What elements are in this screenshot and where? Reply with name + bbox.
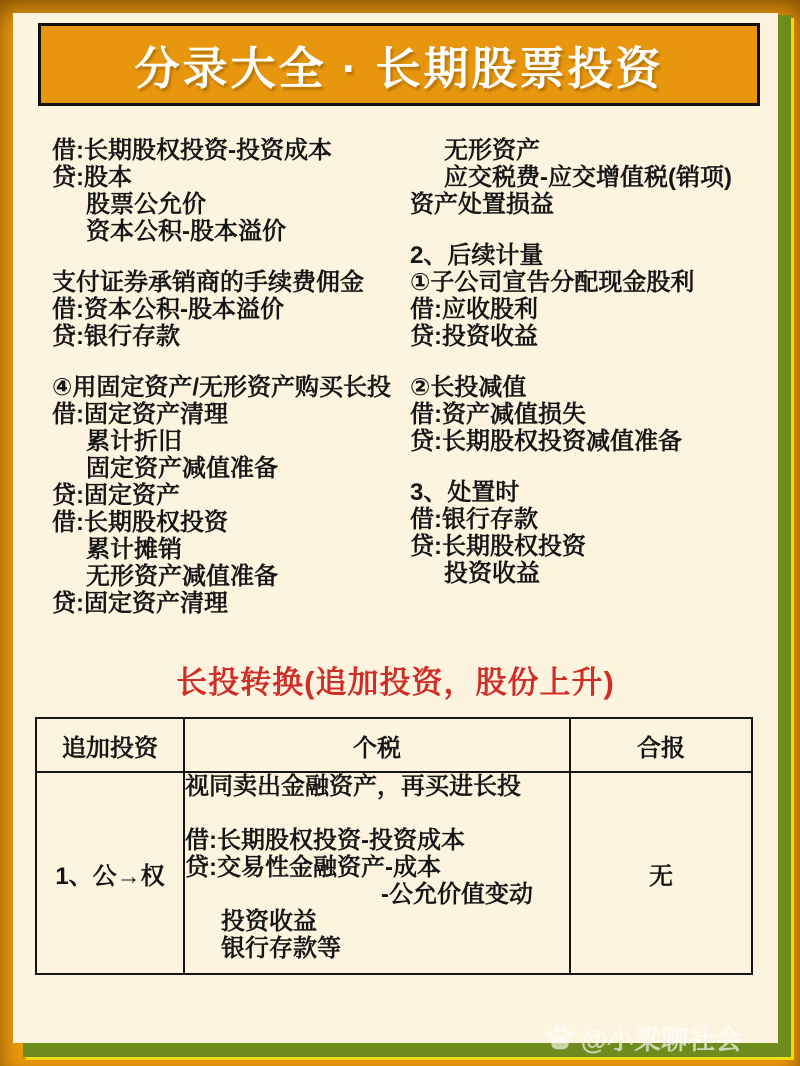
cell-entries: [184, 772, 570, 974]
conversion-table: [35, 717, 753, 975]
text-line: 股票公允价: [86, 191, 206, 218]
text-line: 2、后续计量: [410, 242, 544, 269]
text-line: 借:资本公积-股本溢价: [52, 296, 284, 323]
text-line: 贷:固定资产: [52, 482, 180, 509]
text-line: 应交税费-应交增值税(销项): [444, 164, 732, 191]
text-line: 贷:股本: [52, 164, 132, 191]
text-line: 贷:长期股权投资: [410, 533, 586, 560]
text-line: -公允价值变动: [381, 881, 533, 908]
table-header-row: [36, 718, 752, 772]
baidu-paw-icon: [544, 1022, 576, 1054]
cell-scenario: 1、公→权: [36, 772, 184, 974]
title-banner: [38, 23, 760, 106]
text-line: 借:长期股权投资-投资成本: [52, 137, 332, 164]
text-line: 资产处置损益: [410, 191, 554, 218]
text-line: 3、处置时: [410, 479, 520, 506]
text-line: 借:长期股权投资: [52, 509, 228, 536]
text-line: 资本公积-股本溢价: [86, 218, 286, 245]
header-cell-scenario: 追加投资: [36, 718, 184, 772]
header-cell-tax: 个税: [184, 718, 570, 772]
watermark: [544, 1018, 742, 1057]
text-line: 贷:固定资产清理: [52, 590, 228, 617]
text-line: 借:长期股权投资-投资成本: [185, 827, 465, 854]
text-line: 无形资产减值准备: [86, 563, 278, 590]
text-line: 支付证券承销商的手续费佣金: [52, 269, 364, 296]
text-line: 视同卖出金融资产，再买进长投: [185, 773, 521, 800]
text-line: ④用固定资产/无形资产购买长投: [52, 374, 391, 401]
text-line: ②长投减值: [410, 374, 527, 401]
text-line: 借:银行存款: [410, 506, 538, 533]
text-line: 借:资产减值损失: [410, 401, 586, 428]
journal-right-column: [410, 137, 770, 587]
text-line: 贷:长期股权投资减值准备: [410, 428, 682, 455]
text-line: 投资收益: [221, 908, 317, 935]
text-line: 固定资产减值准备: [86, 455, 278, 482]
journal-left-column: [52, 137, 412, 617]
text-line: 贷:银行存款: [52, 323, 180, 350]
paper: [13, 13, 778, 1043]
header-cell-consolidated: 合报: [570, 718, 752, 772]
watermark-handle: @小梁聊社会: [580, 1025, 742, 1055]
text-line: 累计摊销: [86, 536, 182, 563]
text-line: 贷:投资收益: [410, 323, 538, 350]
cell-consolidated: 无: [570, 772, 752, 974]
text-line: 借:固定资产清理: [52, 401, 228, 428]
text-line: 投资收益: [444, 560, 540, 587]
text-line: 累计折旧: [86, 428, 182, 455]
section-heading: 长投转换(追加投资，股份上升): [176, 665, 615, 700]
text-line: 借:应收股利: [410, 296, 538, 323]
svg-text:du: du: [554, 1038, 565, 1048]
text-line: ①子公司宣告分配现金股利: [410, 269, 695, 296]
text-line: 银行存款等: [221, 935, 341, 962]
text-line: 贷:交易性金融资产-成本: [185, 854, 441, 881]
page-title: 分录大全 · 长期股票投资: [134, 43, 664, 94]
table-row: [36, 772, 752, 974]
text-line: 无形资产: [444, 137, 540, 164]
